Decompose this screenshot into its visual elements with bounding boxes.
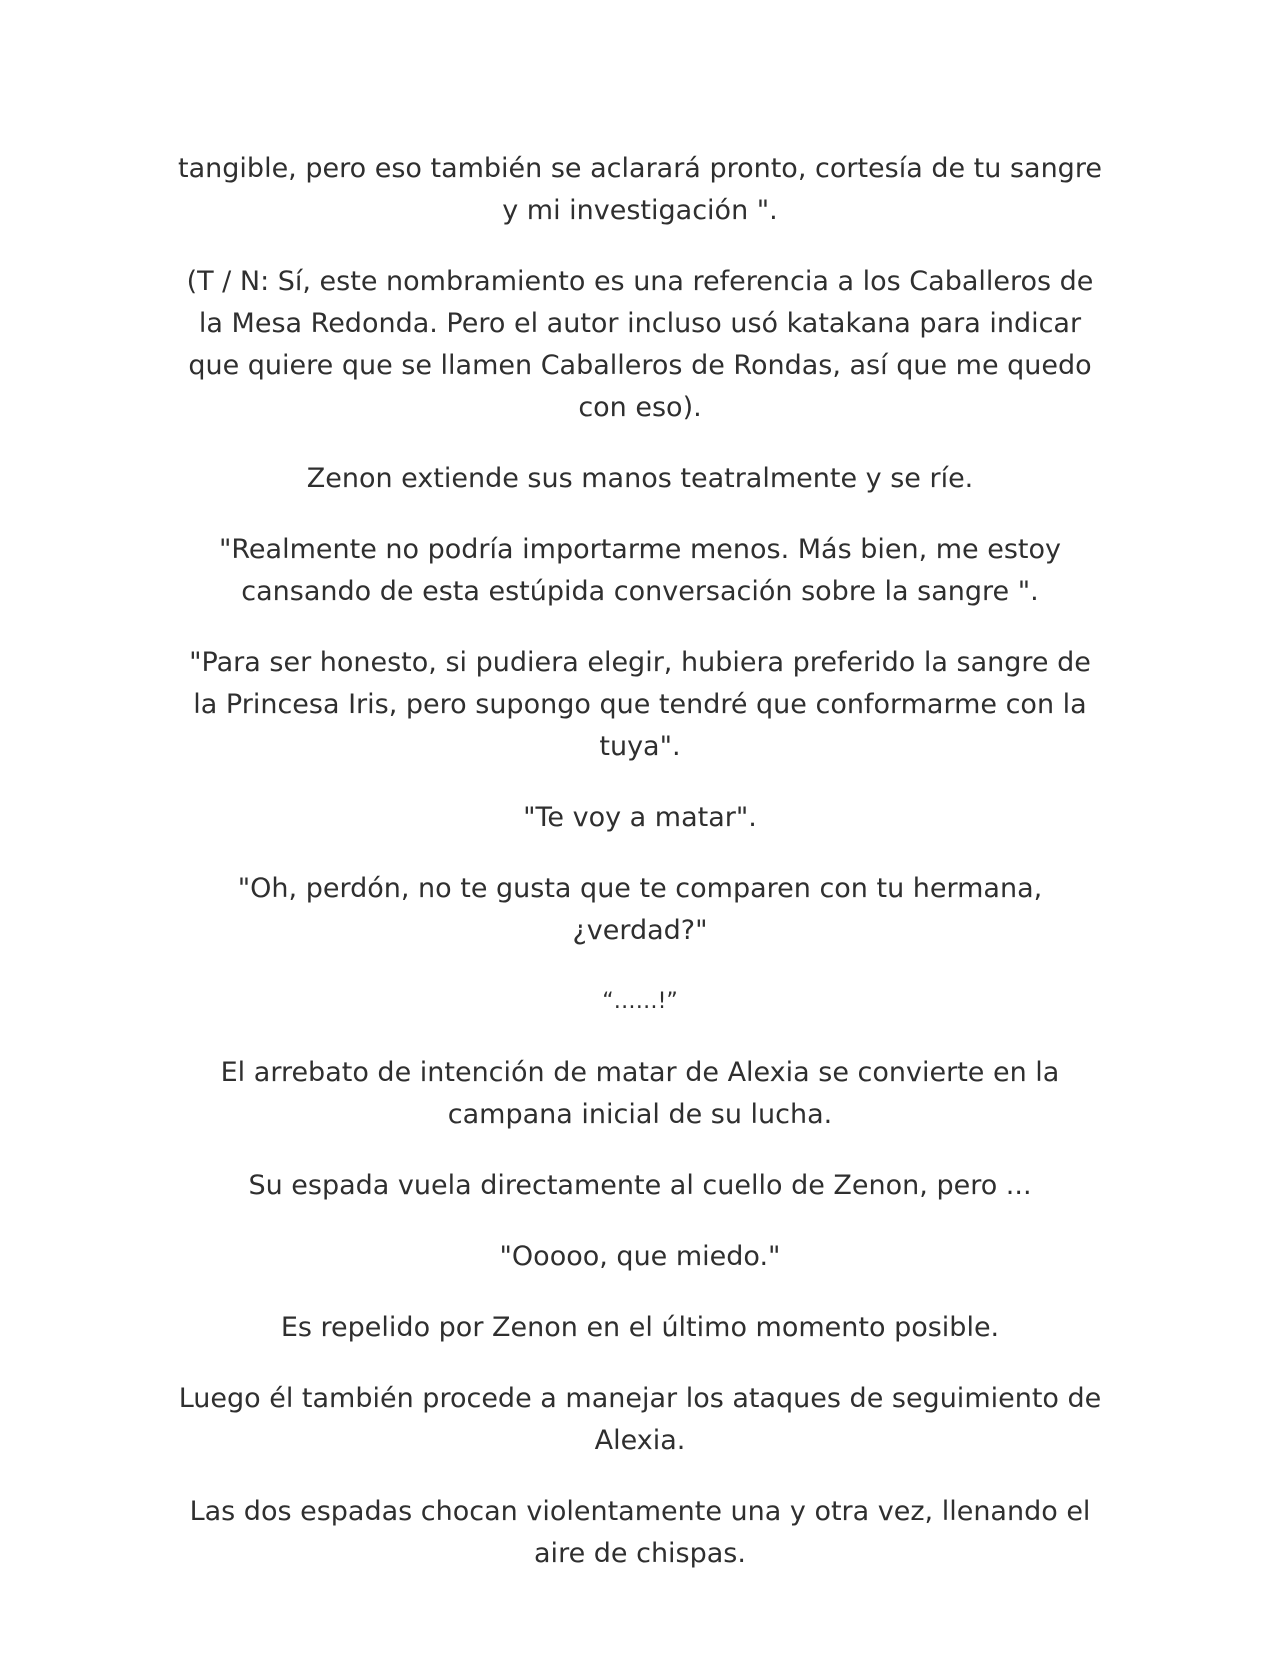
paragraph-1: tangible, pero eso también se aclarará pronto, cortesía de tu sangre y mi investigación ". <box>178 153 1102 226</box>
paragraph-14: Las dos espadas chocan violentamente una y otra vez, llenando el aire de chispas. <box>189 1496 1091 1569</box>
paragraph-9: El arrebato de intención de matar de Alexia se convierte en la campana inicial de su lucha. <box>220 1057 1060 1130</box>
document-body <box>175 148 1105 1604</box>
paragraph-10: Su espada vuela directamente al cuello de Zenon, pero ... <box>248 1170 1032 1201</box>
paragraph-2-translator-note: (T / N: Sí, este nombramiento es una referencia a los Caballeros de la Mesa Redonda. Pero el autor incluso usó katakana para indicar que quiere que se llamen Caballeros de Rondas, así que me quedo con eso). <box>186 266 1094 423</box>
paragraph-13: Luego él también procede a manejar los ataques de seguimiento de Alexia. <box>178 1383 1102 1456</box>
paragraph-11: "Ooooo, que miedo." <box>499 1241 781 1272</box>
paragraph-8: “……!” <box>602 989 678 1014</box>
paragraph-6: "Te voy a matar". <box>523 802 757 833</box>
paragraph-3: Zenon extiende sus manos teatralmente y se ríe. <box>306 463 974 494</box>
paragraph-12: Es repelido por Zenon en el último momento posible. <box>280 1312 1000 1343</box>
paragraph-7: "Oh, perdón, no te gusta que te comparen con tu hermana, ¿verdad?" <box>237 873 1043 946</box>
paragraph-5: "Para ser honesto, si pudiera elegir, hubiera preferido la sangre de la Princesa Iris, pero supongo que tendré que conformarme con la tuya". <box>189 647 1091 762</box>
paragraph-4: "Realmente no podría importarme menos. Más bien, me estoy cansando de esta estúpida conversación sobre la sangre ". <box>218 534 1062 607</box>
